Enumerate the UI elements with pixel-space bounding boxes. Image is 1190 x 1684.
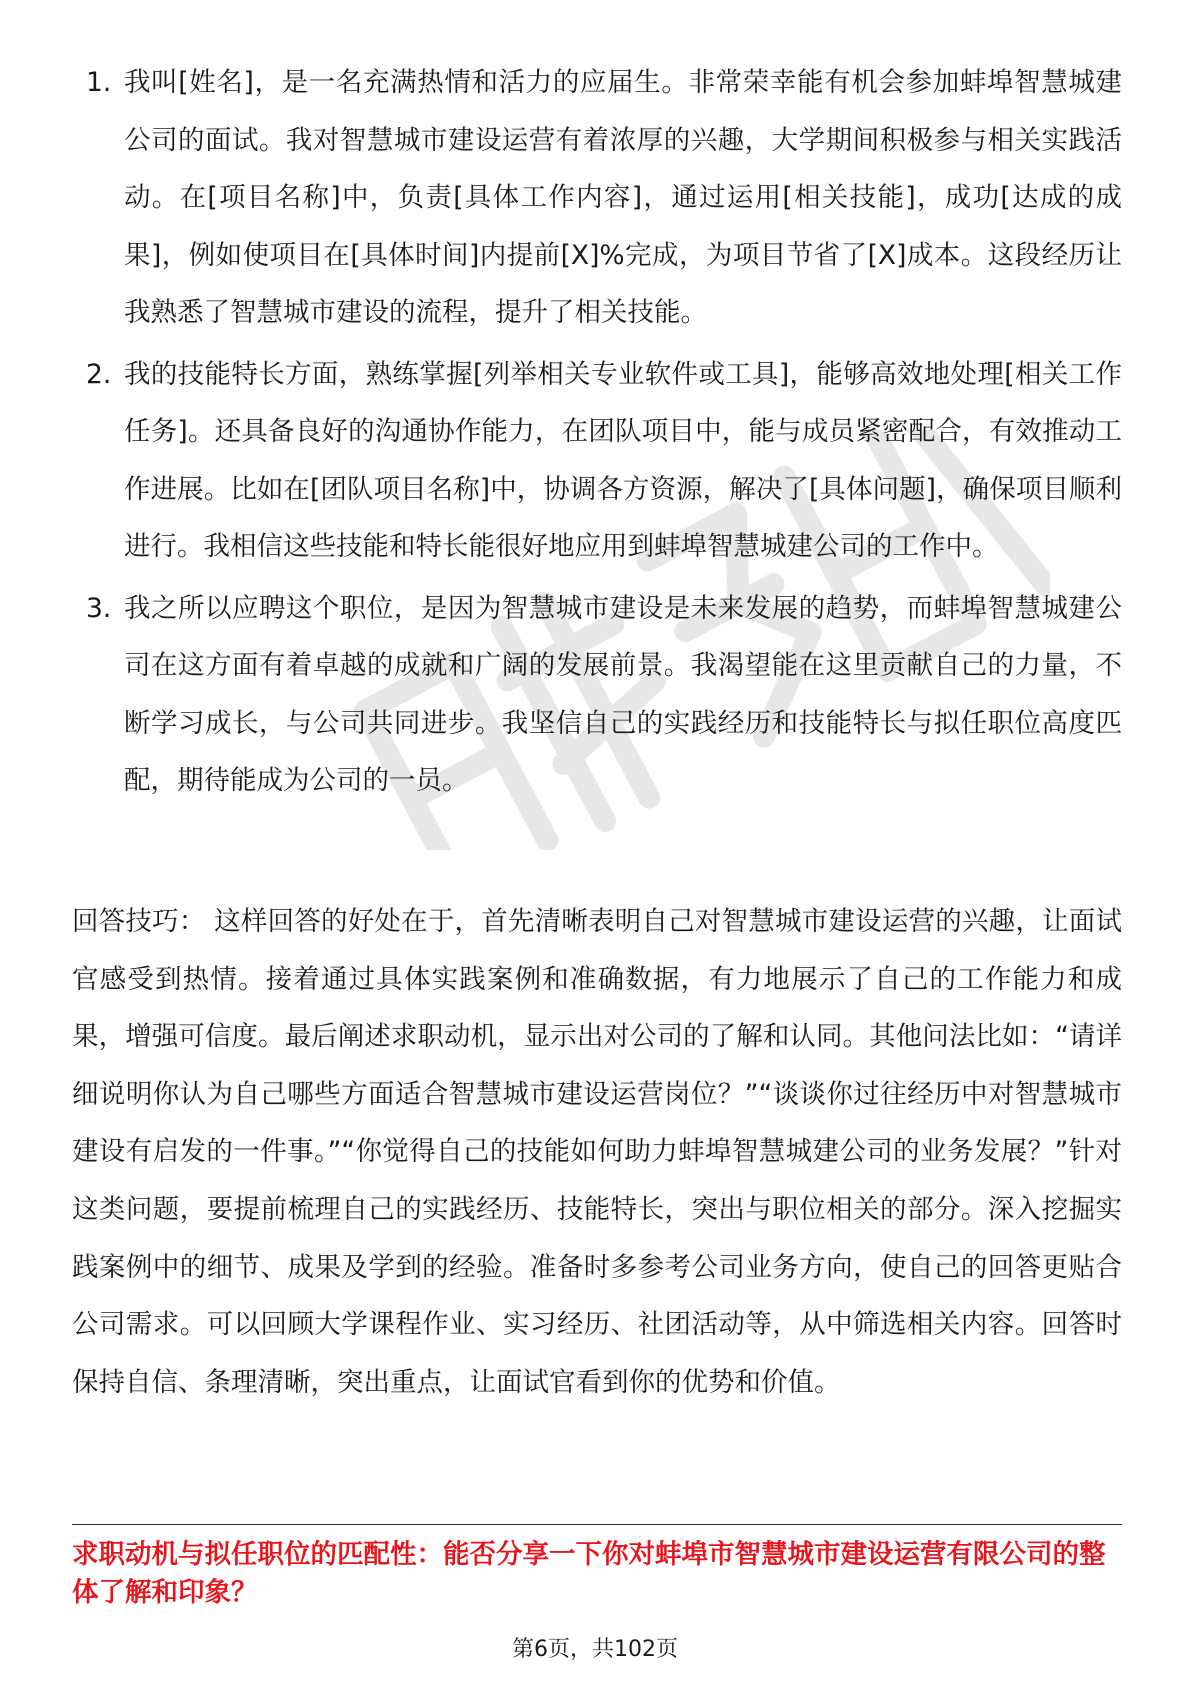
list-item-number: 2. bbox=[86, 358, 112, 390]
answer-list bbox=[72, 54, 1122, 814]
section-divider bbox=[72, 1524, 1122, 1525]
list-item bbox=[72, 54, 1122, 342]
list-item-number: 1. bbox=[86, 67, 112, 98]
list-item bbox=[72, 580, 1122, 810]
next-question-heading: 求职动机与拟任职位的匹配性：能否分享一下你对蚌埠市智慧城市建设运营有限公司的整体了解和印象？ bbox=[72, 1539, 1106, 1608]
list-item-text: 我的技能特长方面，熟练掌握[列举相关专业软件或工具]，能够高效地处理[相关工作任务]。还具备良好的沟通协作能力，在团队项目中，能与成员紧密配合，有效推动工作进展。比如在[团队项目名称]中，协调各方资源，解决了[具体问题]，确保项目顺利进行。我相信这些技能和特长能很好地应用到蚌埠智慧城建公司的工作中。 bbox=[124, 358, 1122, 562]
page-number-footer: 第6页，共102页 bbox=[512, 1637, 678, 1662]
answer-tips-paragraph: 回答技巧： 这样回答的好处在于，首先清晰表明自己对智慧城市建设运营的兴趣，让面试官感受到热情。接着通过具体实践案例和准确数据，有力地展示了自己的工作能力和成果，增强可信度。最后阐述求职动机，显示出对公司的了解和认同。其他问法比如：“请详细说明你认为自己哪些方面适合智慧城市建设运营岗位？”“谈谈你过往经历中对智慧城市建设有启发的一件事。”“你觉得自己的技能如何助力蚌埠智慧城建公司的业务发展？”针对这类问题，要提前梳理自己的实践经历、技能特长，突出与职位相关的部分。深入挖掘实践案例中的细节、成果及学到的经验。准备时多参考公司业务方向，使自己的回答更贴合公司需求。可以回顾大学课程作业、实习经历、社团活动等，从中筛选相关内容。回答时保持自信、条理清晰，突出重点，让面试官看到你的优势和价值。 bbox=[72, 906, 1122, 1398]
list-item bbox=[72, 346, 1122, 576]
list-item-text: 我之所以应聘这个职位，是因为智慧城市建设是未来发展的趋势，而蚌埠智慧城建公司在这方面有着卓越的成就和广阔的发展前景。我渴望能在这里贡献自己的力量，不断学习成长，与公司共同进步。我坚信自己的实践经历和技能特长与拟任职位高度匹配，期待能成为公司的一员。 bbox=[124, 592, 1122, 796]
list-item-number: 3. bbox=[86, 592, 112, 624]
list-item-text: 我叫[姓名]，是一名充满热情和活力的应届生。非常荣幸能有机会参加蚌埠智慧城建公司的面试。我对智慧城市建设运营有着浓厚的兴趣，大学期间积极参与相关实践活动。在[项目名称]中，负责[具体工作内容]，通过运用[相关技能]，成功[达成的成果]，例如使项目在[具体时间]内提前[X]%完成，为项目节省了[X]成本。这段经历让我熟悉了智慧城市建设的流程，提升了相关技能。 bbox=[124, 67, 1122, 328]
